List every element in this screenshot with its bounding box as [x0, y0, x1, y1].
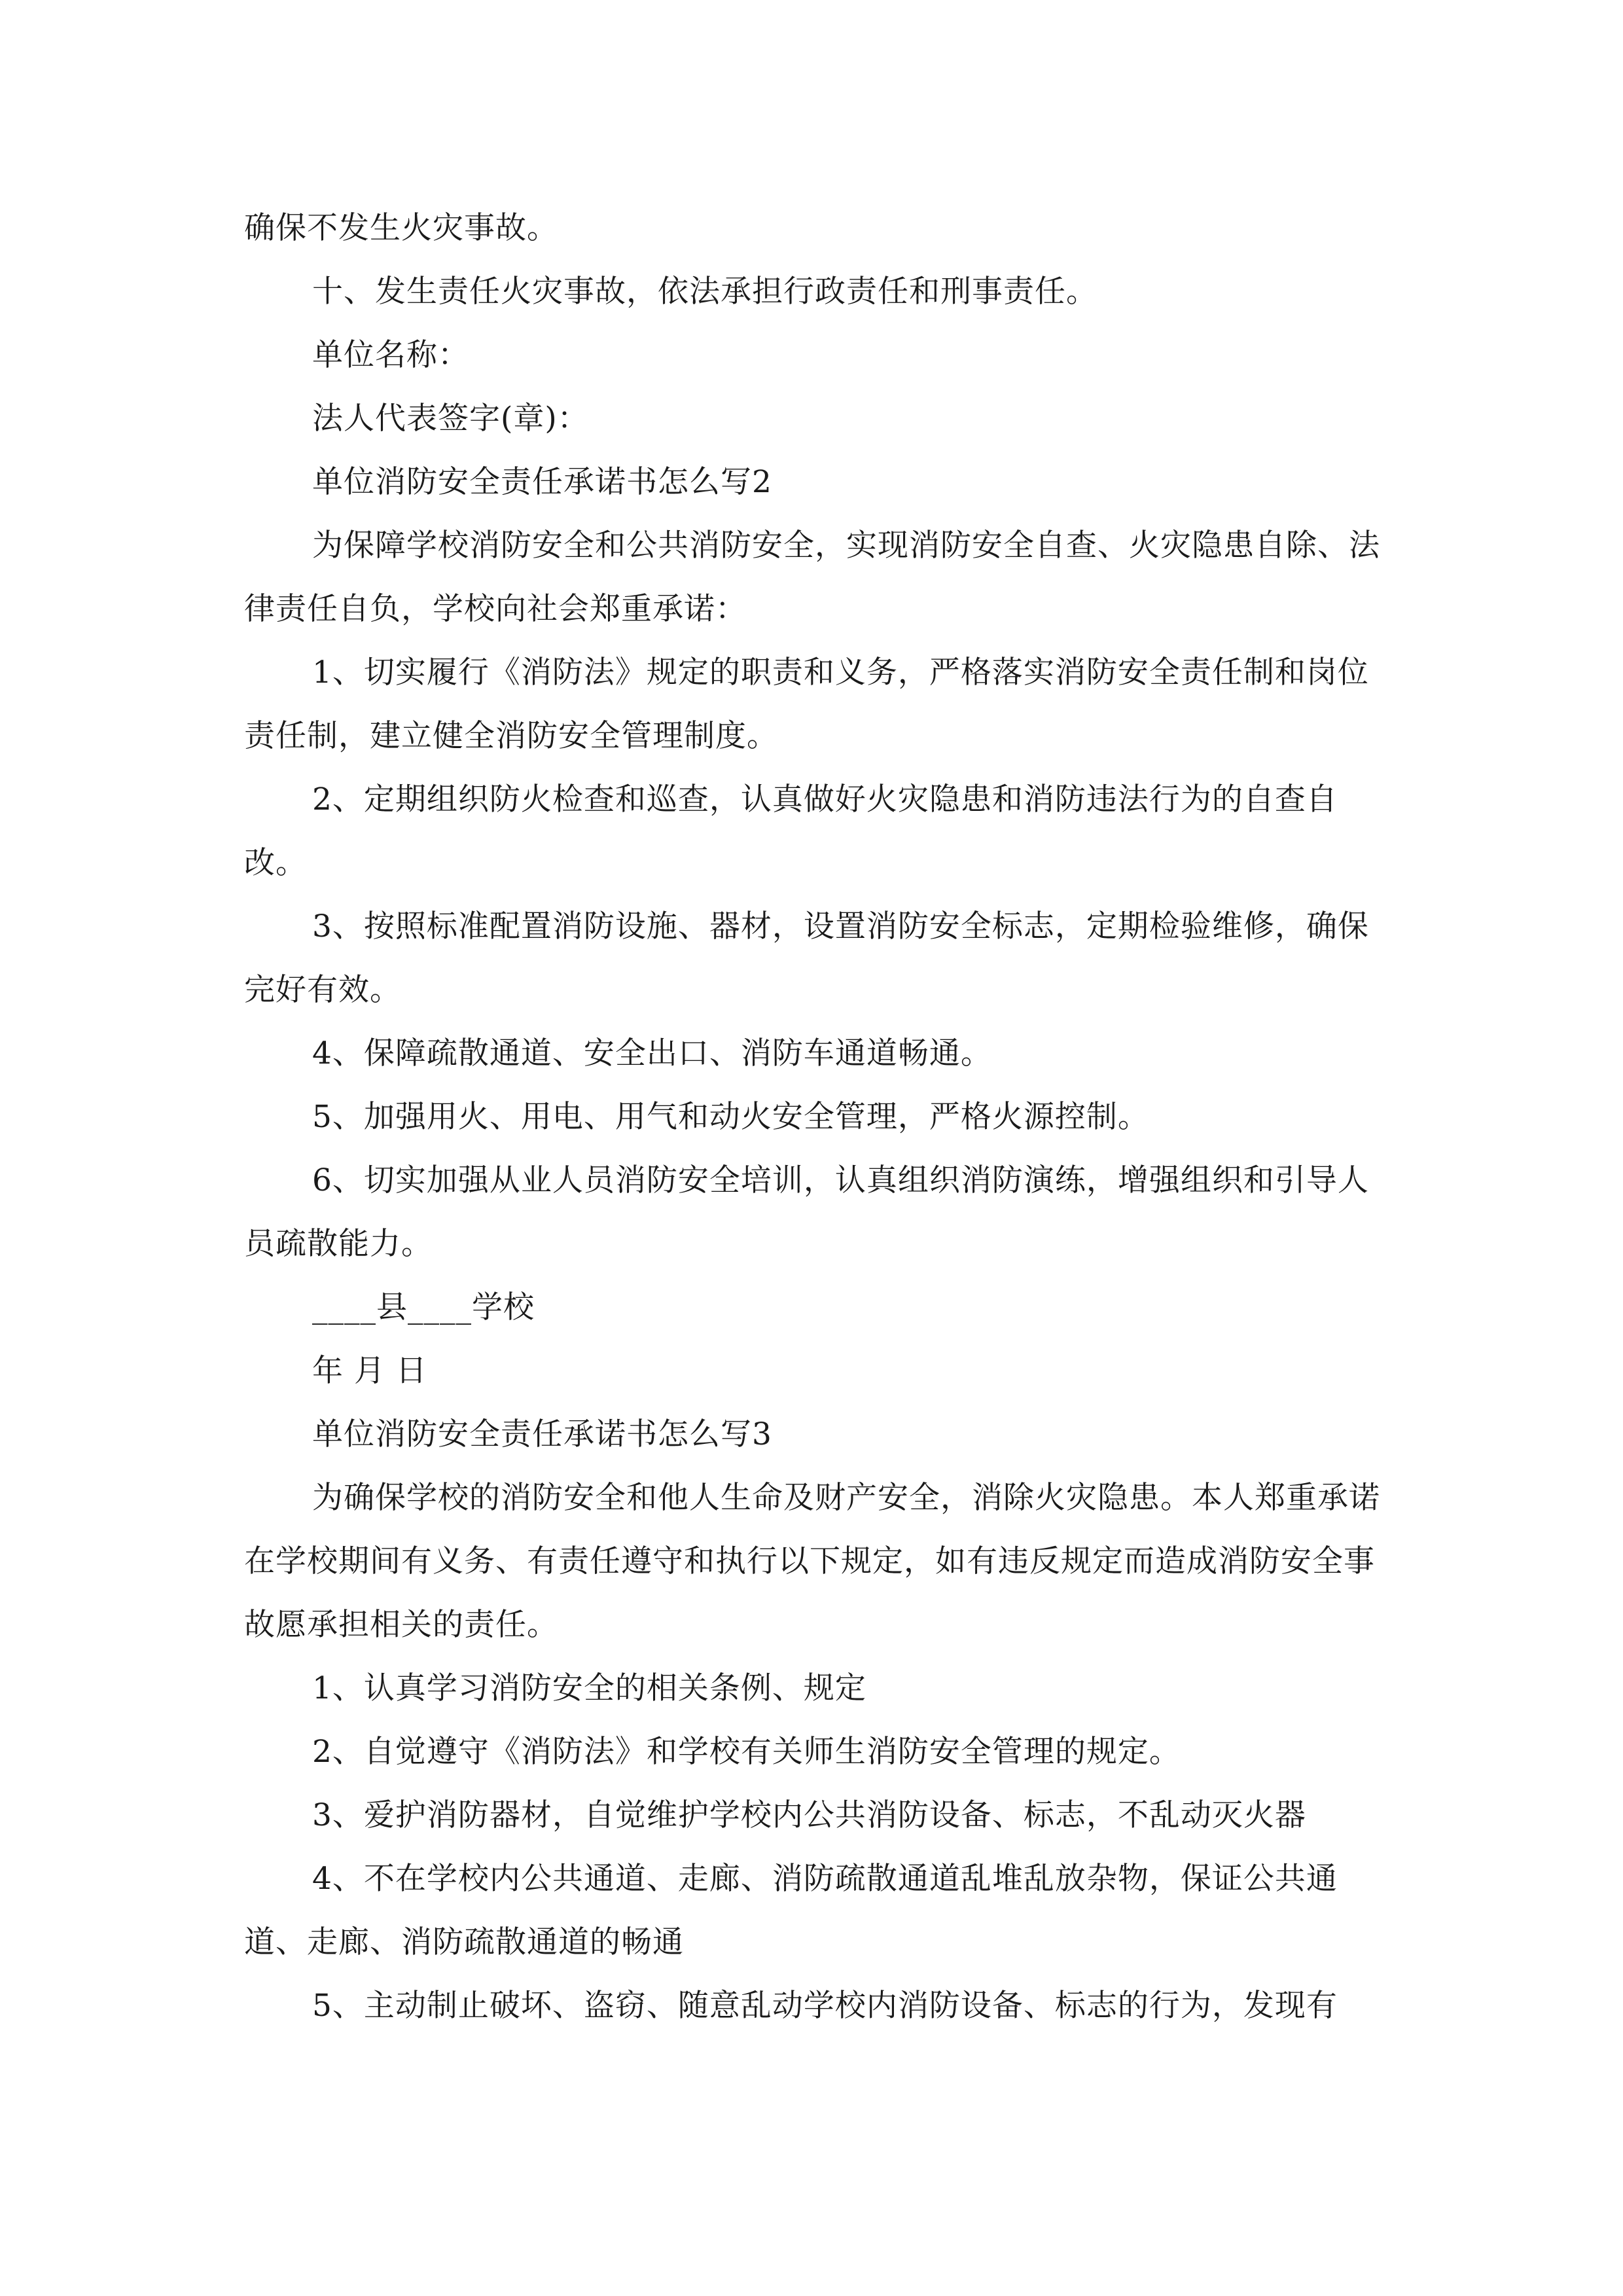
list-item-2-6: 6、切实加强从业人员消防安全培训，认真组织消防演练，增强组织和引导人员疏散能力。: [244, 1162, 1369, 1262]
unit-name-label: 单位名称：: [312, 337, 469, 373]
school-signature-line: ____县____学校: [312, 1289, 535, 1325]
list-item-3-5: 5、主动制止破坏、盗窃、随意乱动学校内消防设备、标志的行为，发现有: [312, 1988, 1338, 2024]
legal-representative-signature-label: 法人代表签字(章)：: [312, 401, 589, 437]
paragraph-intro-3: 为确保学校的消防安全和他人生命及财产安全，消除火灾隐患。本人郑重承诺在学校期间有义务、有责任遵守和执行以下规定，如有违反规定而造成消防安全事故愿承担相关的责任。: [244, 1480, 1380, 1643]
list-item-3-3: 3、爱护消防器材，自觉维护学校内公共消防设备、标志，不乱动灭火器: [312, 1797, 1306, 1833]
list-item-2-2: 2、定期组织防火检查和巡查，认真做好火灾隐患和消防违法行为的自查自改。: [244, 781, 1338, 881]
paragraph-2: 十、发生责任火灾事故，依法承担行政责任和刑事责任。: [312, 274, 1097, 310]
list-item-3-4: 4、不在学校内公共通道、走廊、消防疏散通道乱堆乱放杂物，保证公共通道、走廊、消防疏散通道的畅通: [244, 1861, 1338, 1960]
list-item-3-2: 2、自觉遵守《消防法》和学校有关师生消防安全管理的规定。: [312, 1734, 1181, 1770]
paragraph-intro-2: 为保障学校消防安全和公共消防安全，实现消防安全自查、火灾隐患自除、法律责任自负，学校向社会郑重承诺：: [244, 528, 1380, 627]
list-item-2-4: 4、保障疏散通道、安全出口、消防车通道畅通。: [312, 1035, 992, 1071]
paragraph-1: 确保不发生火灾事故。: [244, 210, 558, 246]
list-item-2-3: 3、按照标准配置消防设施、器材，设置消防安全标志，定期检验维修，确保完好有效。: [244, 908, 1369, 1008]
list-item-2-1: 1、切实履行《消防法》规定的职责和义务，严格落实消防安全责任制和岗位责任制，建立健全消防安全管理制度。: [244, 655, 1369, 754]
list-item-2-5: 5、加强用火、用电、用气和动火安全管理，严格火源控制。: [312, 1099, 1149, 1135]
section-heading-2: 单位消防安全责任承诺书怎么写2: [312, 464, 772, 500]
date-line: 年 月 日: [312, 1353, 427, 1389]
section-heading-3: 单位消防安全责任承诺书怎么写3: [312, 1416, 772, 1452]
document-body: [244, 196, 1383, 2037]
list-item-3-1: 1、认真学习消防安全的相关条例、规定: [312, 1670, 866, 1706]
